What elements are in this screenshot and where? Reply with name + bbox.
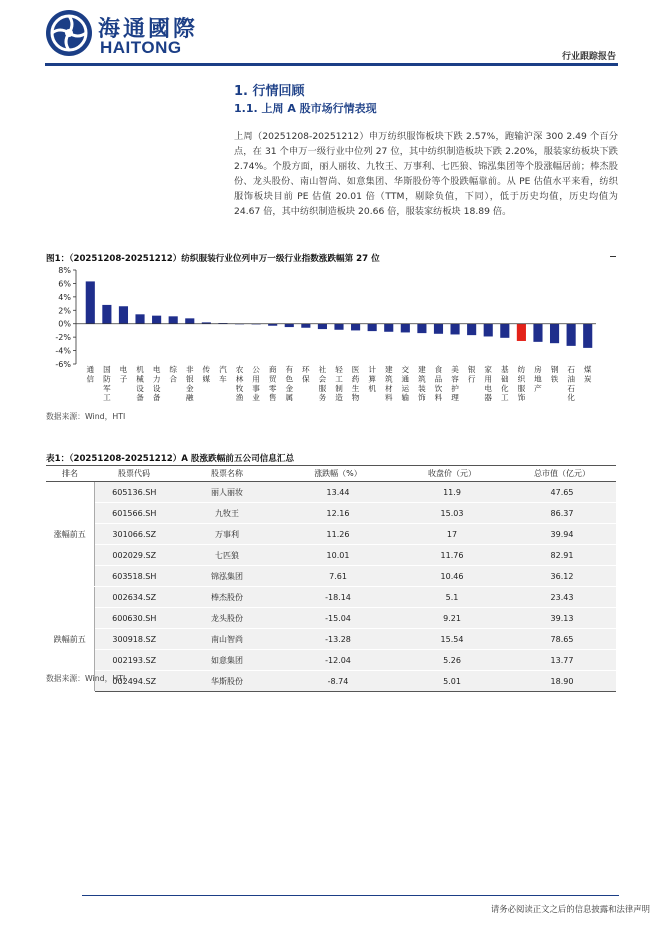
group-label: 跌幅前五 bbox=[46, 587, 94, 692]
x-tick-label: 电子 bbox=[119, 365, 128, 384]
figure-title: 图1：（20251208-20251212）纺织服装行业位列申万一级行业指数涨跌幅第 27 位 bbox=[46, 254, 380, 264]
x-tick-label: 房地产 bbox=[534, 365, 542, 393]
table-row bbox=[46, 608, 616, 629]
x-tick-label: 公用事业 bbox=[252, 365, 260, 403]
stock-code: 002634.SZ bbox=[94, 587, 174, 608]
brand-name-en: HAITONG bbox=[100, 38, 182, 57]
stock-code: 601566.SH bbox=[94, 503, 174, 524]
table-source: 数据来源：Wind，HTI bbox=[46, 674, 126, 683]
table-row bbox=[46, 650, 616, 671]
market-cap: 36.12 bbox=[508, 566, 616, 587]
table-row bbox=[46, 629, 616, 650]
close-price: 5.26 bbox=[396, 650, 508, 671]
bar bbox=[550, 324, 559, 343]
market-cap: 13.77 bbox=[508, 650, 616, 671]
x-tick-label: 医药生物 bbox=[351, 365, 360, 403]
change-pct: -18.14 bbox=[280, 587, 396, 608]
bar bbox=[417, 324, 426, 333]
x-tick-label: 国防军工 bbox=[103, 365, 111, 403]
x-tick-label: 计算机 bbox=[368, 365, 376, 393]
close-price: 15.03 bbox=[396, 503, 508, 524]
x-tick-label: 非银金融 bbox=[185, 365, 194, 403]
market-cap: 23.43 bbox=[508, 587, 616, 608]
x-tick-label: 基础化工 bbox=[501, 365, 509, 403]
table-row bbox=[46, 482, 616, 503]
close-price: 5.1 bbox=[396, 587, 508, 608]
x-tick-label: 综合 bbox=[169, 365, 177, 384]
change-pct: -8.74 bbox=[280, 671, 396, 692]
table-title: 表1：（20251208-20251212）A 股涨跌幅前五公司信息汇总 bbox=[46, 454, 295, 464]
x-tick-label: 美容护理 bbox=[451, 365, 459, 403]
x-tick-label: 钢铁 bbox=[550, 365, 559, 384]
bar bbox=[334, 324, 343, 330]
subsection-heading: 1.1. 上周 A 股市场行情表现 bbox=[234, 102, 377, 115]
y-tick-label: 0% bbox=[58, 319, 71, 329]
bar bbox=[102, 305, 111, 324]
table-row bbox=[46, 524, 616, 545]
close-price: 11.76 bbox=[396, 545, 508, 566]
y-tick-label: -6% bbox=[55, 360, 71, 369]
y-tick-label: 2% bbox=[58, 306, 71, 316]
figure-source: 数据来源：Wind，HTI bbox=[46, 412, 126, 421]
x-tick-label: 商贸零售 bbox=[268, 365, 277, 403]
bar bbox=[86, 281, 95, 323]
stock-code: 301066.SZ bbox=[94, 524, 174, 545]
bar bbox=[185, 318, 194, 323]
figure-title-rule bbox=[610, 256, 616, 257]
market-cap: 39.94 bbox=[508, 524, 616, 545]
stock-name: 华斯股份 bbox=[174, 671, 280, 692]
header-rank: 排名 bbox=[46, 466, 94, 482]
x-tick-label: 交通运输 bbox=[401, 365, 410, 403]
bar bbox=[567, 324, 576, 346]
y-tick-label: -2% bbox=[55, 333, 71, 343]
table-header-row bbox=[46, 466, 616, 482]
close-price: 15.54 bbox=[396, 629, 508, 650]
bar bbox=[119, 306, 128, 323]
x-tick-label: 环保 bbox=[302, 365, 310, 384]
x-tick-label: 农林牧渔 bbox=[235, 365, 244, 403]
market-cap: 39.13 bbox=[508, 608, 616, 629]
header-name: 股票名称 bbox=[174, 466, 280, 482]
industry-return-bar-chart bbox=[44, 264, 604, 410]
bar bbox=[169, 316, 178, 323]
market-cap: 78.65 bbox=[508, 629, 616, 650]
change-pct: 12.16 bbox=[280, 503, 396, 524]
bar bbox=[583, 324, 592, 348]
bar bbox=[318, 324, 327, 329]
x-tick-label: 通信 bbox=[86, 365, 95, 384]
x-tick-label: 社会服务 bbox=[318, 365, 327, 403]
bar bbox=[368, 324, 377, 331]
x-tick-label: 银行 bbox=[467, 365, 476, 384]
close-price: 5.01 bbox=[396, 671, 508, 692]
change-pct: 13.44 bbox=[280, 482, 396, 503]
header-mktcap: 总市值（亿元） bbox=[508, 466, 616, 482]
bar bbox=[451, 324, 460, 335]
x-tick-label: 传媒 bbox=[202, 365, 211, 384]
x-tick-label: 家用电器 bbox=[484, 365, 493, 403]
x-tick-label: 汽车 bbox=[219, 365, 227, 384]
close-price: 10.46 bbox=[396, 566, 508, 587]
stock-name: 如意集团 bbox=[174, 650, 280, 671]
bar bbox=[384, 324, 393, 332]
stock-code: 300918.SZ bbox=[94, 629, 174, 650]
table-row bbox=[46, 566, 616, 587]
stock-code: 002494.SZ bbox=[94, 671, 174, 692]
footer-divider bbox=[82, 895, 619, 896]
change-pct: -13.28 bbox=[280, 629, 396, 650]
stock-code: 603518.SH bbox=[94, 566, 174, 587]
x-tick-label: 机械设备 bbox=[136, 365, 144, 403]
stock-code: 002029.SZ bbox=[94, 545, 174, 566]
table-row bbox=[46, 671, 616, 692]
stock-name: 万事利 bbox=[174, 524, 280, 545]
footer-disclaimer: 请务必阅读正文之后的信息披露和法律声明 bbox=[490, 904, 650, 914]
header-code: 股票代码 bbox=[94, 466, 174, 482]
bar bbox=[301, 324, 310, 328]
x-tick-label: 轻工制造 bbox=[335, 365, 343, 403]
stock-name: 龙头股份 bbox=[174, 608, 280, 629]
bar bbox=[467, 324, 476, 335]
haitong-logo-icon bbox=[44, 8, 94, 58]
change-pct: -12.04 bbox=[280, 650, 396, 671]
bar bbox=[517, 324, 526, 341]
brand-name-cn: 海通國際 bbox=[98, 16, 199, 42]
header-divider bbox=[45, 63, 618, 66]
section-heading: 1. 行情回顾 bbox=[234, 84, 305, 99]
x-tick-label: 石油石化 bbox=[567, 365, 575, 403]
close-price: 11.9 bbox=[396, 482, 508, 503]
table-row bbox=[46, 503, 616, 524]
group-label: 涨幅前五 bbox=[46, 482, 94, 587]
stock-code: 600630.SH bbox=[94, 608, 174, 629]
bar bbox=[285, 324, 294, 327]
bar bbox=[533, 324, 542, 342]
x-tick-label: 电力设备 bbox=[152, 365, 161, 403]
change-pct: 11.26 bbox=[280, 524, 396, 545]
bar bbox=[351, 324, 360, 331]
bar bbox=[484, 324, 493, 337]
header-close: 收盘价（元） bbox=[396, 466, 508, 482]
stock-code: 002193.SZ bbox=[94, 650, 174, 671]
top-movers-table bbox=[46, 465, 616, 692]
close-price: 9.21 bbox=[396, 608, 508, 629]
stock-code: 605136.SH bbox=[94, 482, 174, 503]
bar bbox=[434, 324, 443, 334]
x-tick-label: 食品饮料 bbox=[434, 365, 443, 403]
change-pct: 10.01 bbox=[280, 545, 396, 566]
change-pct: -15.04 bbox=[280, 608, 396, 629]
y-tick-label: 4% bbox=[58, 292, 71, 302]
table-row bbox=[46, 587, 616, 608]
stock-name: 九牧王 bbox=[174, 503, 280, 524]
stock-name: 锦泓集团 bbox=[174, 566, 280, 587]
report-type-label: 行业跟踪报告 bbox=[561, 52, 616, 62]
market-cap: 82.91 bbox=[508, 545, 616, 566]
y-tick-label: 8% bbox=[58, 266, 71, 275]
table-row bbox=[46, 545, 616, 566]
y-tick-label: -4% bbox=[55, 346, 71, 356]
bar bbox=[152, 316, 161, 324]
header-change: 涨跌幅（%） bbox=[280, 466, 396, 482]
market-cap: 86.37 bbox=[508, 503, 616, 524]
close-price: 17 bbox=[396, 524, 508, 545]
x-tick-label: 煤炭 bbox=[583, 365, 592, 384]
market-cap: 18.90 bbox=[508, 671, 616, 692]
change-pct: 7.61 bbox=[280, 566, 396, 587]
x-tick-label: 纺织服饰 bbox=[517, 365, 526, 403]
bar bbox=[500, 324, 509, 338]
x-tick-label: 有色金属 bbox=[285, 365, 294, 403]
stock-name: 七匹狼 bbox=[174, 545, 280, 566]
stock-name: 棒杰股份 bbox=[174, 587, 280, 608]
stock-name: 丽人丽妆 bbox=[174, 482, 280, 503]
summary-paragraph: 上周（20251208-20251212）申万纺织服饰板块下跌 2.57%，跑输沪深 300 2.49 个百分点，在 31 个申万一级行业中位列 27 位，其中纺织制造板块下跌 2.20%，服装家纺板块下跌 2.74%。个股方面，丽人丽妆、九牧王、万事利、七匹狼、锦泓集团等个股涨幅居前；棒杰股份、龙头股份、南山智尚、如意集团、华斯股份等个股跌幅靠前。从 PE 估值水平来看，纺织服饰板块目前 PE 估值 20.01 倍（TTM，剔除负值，下同），低于历史均值，历史均值为 24.67 倍，其中纺织制造板块 20.66 倍，服装家纺板块 18.89 倍。 bbox=[234, 131, 618, 217]
x-tick-label: 建筑材料 bbox=[384, 365, 393, 403]
market-cap: 47.65 bbox=[508, 482, 616, 503]
x-tick-label: 建筑装饰 bbox=[418, 365, 426, 403]
stock-name: 南山智尚 bbox=[174, 629, 280, 650]
bar bbox=[401, 324, 410, 333]
y-tick-label: 6% bbox=[58, 279, 71, 289]
bar bbox=[135, 314, 144, 323]
